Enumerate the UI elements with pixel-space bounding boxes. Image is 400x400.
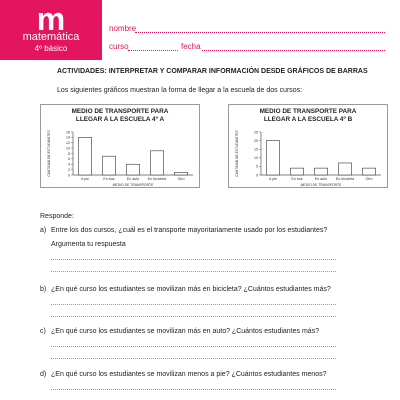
category-label: En auto	[126, 177, 140, 181]
y-tick-label: 16	[66, 130, 70, 135]
category-label: Otro	[365, 177, 373, 181]
y-tick-label: 4	[68, 162, 70, 167]
bar	[78, 137, 91, 175]
bar	[314, 168, 327, 175]
bar	[102, 156, 115, 175]
activity-intro: Los siguientes gráficos muestran la forma de llegar a la escuela de dos cursos:	[57, 87, 303, 94]
bar	[266, 141, 279, 175]
y-tick-label: 14	[66, 135, 70, 140]
bar	[150, 151, 163, 175]
answer-line[interactable]	[51, 389, 336, 390]
question-instruction: Argumenta tu respuesta	[51, 241, 126, 248]
y-tick-label: 5	[256, 164, 258, 169]
question-letter: a)	[40, 227, 47, 234]
answer-line[interactable]	[51, 304, 336, 305]
y-tick-label: 12	[66, 141, 70, 146]
bar-chart-4a	[40, 104, 200, 188]
chart-plot-4b	[229, 105, 389, 189]
bar-chart-4b	[228, 104, 388, 188]
name-field[interactable]	[135, 32, 385, 33]
question-text: ¿En qué curso los estudiantes se movilizan menos a pie? ¿Cuántos estudiantes menos?	[51, 371, 327, 378]
y-tick-label: 10	[66, 146, 70, 151]
chart-title-line1: MEDIO DE TRANSPORTE PARA	[71, 108, 169, 115]
question-letter: d)	[40, 371, 47, 378]
chart-title-line2: LLEGAR A LA ESCUELA 4º A	[75, 116, 165, 123]
question-letter: c)	[40, 328, 46, 335]
course-label: curso	[109, 42, 129, 51]
y-tick-label: 6	[68, 157, 70, 162]
category-label: En bicicleta	[147, 177, 167, 181]
category-label: Otro	[177, 177, 185, 181]
y-tick-label: 25	[254, 130, 258, 135]
chart-plot-4a	[41, 105, 201, 189]
category-label: A pie	[269, 177, 277, 181]
question-text: ¿En qué curso los estudiantes se movilizan más en auto? ¿Cuántos estudiantes más?	[51, 328, 320, 335]
y-tick-label: 8	[68, 151, 70, 156]
x-axis-title: MEDIO DE TRANSPORTE	[112, 183, 154, 187]
answer-line[interactable]	[51, 316, 336, 317]
answer-line[interactable]	[51, 271, 336, 272]
bar	[290, 168, 303, 175]
y-tick-label: 15	[254, 147, 258, 152]
activity-title: ACTIVIDADES: INTERPRETAR Y COMPARAR INFORMACIÓN DESDE GRÁFICOS DE BARRAS	[57, 68, 368, 75]
answer-line[interactable]	[51, 346, 336, 347]
y-axis-title: CANTIDAD DE ESTUDIANTES	[235, 130, 239, 177]
name-label: nombre	[109, 24, 137, 33]
y-tick-label: 20	[254, 138, 258, 143]
questions-heading: Responde:	[40, 213, 74, 220]
answer-line[interactable]	[51, 358, 336, 359]
bar	[126, 164, 139, 175]
category-label: En bicicleta	[335, 177, 355, 181]
question-text: Entre los dos cursos, ¿cuál es el transporte mayoritariamente usado por los estudiantes?	[51, 227, 328, 234]
y-tick-label: 0	[68, 173, 70, 178]
question-letter: b)	[40, 286, 47, 293]
y-axis-title: CANTIDAD DE ESTUDIANTES	[47, 130, 51, 177]
category-label: En bus	[103, 177, 115, 181]
y-tick-label: 0	[256, 173, 258, 178]
category-label: En bus	[291, 177, 303, 181]
course-field[interactable]	[128, 50, 178, 51]
question-text: ¿En qué curso los estudiantes se movilizan más en bicicleta? ¿Cuántos estudiantes más?	[51, 286, 331, 293]
grade-label: 4º básico	[34, 44, 68, 53]
subject-logo	[0, 0, 102, 60]
bar	[362, 168, 375, 175]
bar	[174, 172, 187, 175]
y-tick-label: 2	[68, 167, 70, 172]
category-label: A pie	[81, 177, 89, 181]
category-label: En auto	[314, 177, 328, 181]
subject-name: matemática	[22, 31, 80, 43]
bar	[338, 163, 351, 175]
date-field[interactable]	[202, 50, 385, 51]
date-label: fecha	[181, 42, 201, 51]
x-axis-title: MEDIO DE TRANSPORTE	[300, 183, 342, 187]
answer-line[interactable]	[51, 259, 336, 260]
chart-title-line2: LLEGAR A LA ESCUELA 4º B	[263, 116, 353, 123]
logo-letter: m	[36, 1, 66, 37]
y-tick-label: 10	[254, 156, 258, 161]
chart-title-line1: MEDIO DE TRANSPORTE PARA	[259, 108, 357, 115]
